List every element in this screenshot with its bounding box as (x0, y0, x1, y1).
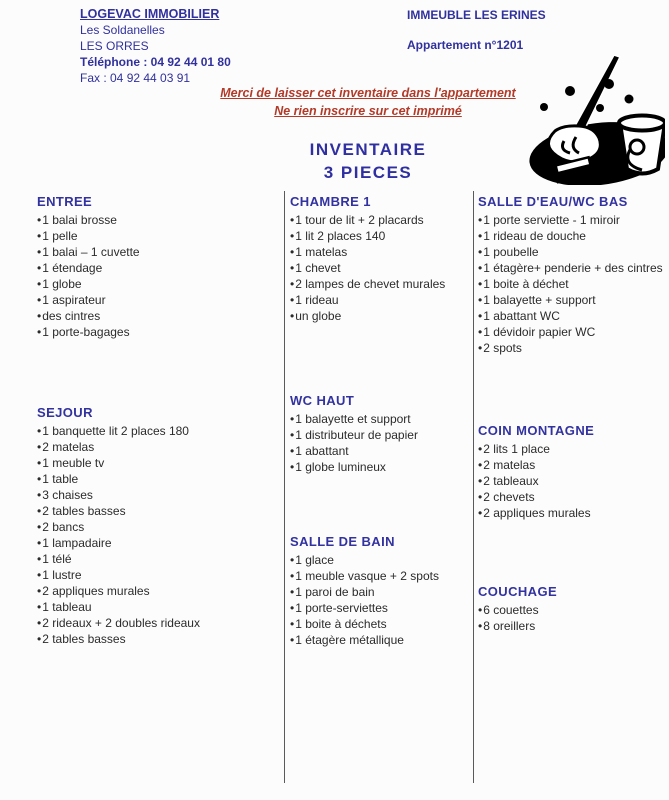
inventory-item: • 1 paroi de bain (290, 584, 468, 600)
inventory-item: • 1 globe (37, 276, 279, 292)
section-title: ENTREE (37, 194, 93, 209)
inventory-item: • 2 tableaux (478, 473, 666, 489)
keep-inventory-notice: Merci de laisser cet inventaire dans l'appartement (220, 86, 516, 100)
inventory-item: • 2 tables basses (37, 631, 279, 647)
inventory-item: • 1 distributeur de papier (290, 427, 468, 443)
item-list (290, 212, 468, 324)
inventory-item: • 1 banquette lit 2 places 180 (37, 423, 279, 439)
inventory-item: • 1 aspirateur (37, 292, 279, 308)
item-list (290, 552, 468, 648)
apartment-number: Appartement n°1201 (407, 38, 524, 52)
notices (150, 84, 586, 120)
section-wc-haut (290, 392, 468, 475)
inventory-item: • 1 dévidoir papier WC (478, 324, 666, 340)
inventory-item: • 1 abattant WC (478, 308, 666, 324)
agency-residence: Les Soldanelles (80, 23, 165, 37)
section-title: COUCHAGE (478, 584, 558, 599)
section-couchage (478, 583, 666, 634)
agency-header (80, 6, 231, 86)
title-line1: INVENTAIRE (309, 140, 427, 159)
inventory-item: • 1 étendage (37, 260, 279, 276)
inventory-item: • 1 meuble tv (37, 455, 279, 471)
section-sejour (37, 404, 279, 647)
section-title: SEJOUR (37, 405, 93, 420)
inventory-item: • 1 globe lumineux (290, 459, 468, 475)
inventory-item: • 2 matelas (478, 457, 666, 473)
inventory-item: • 1 étagère métallique (290, 632, 468, 648)
do-not-write-notice: Ne rien inscrire sur cet imprimé (274, 104, 462, 118)
item-list (290, 411, 468, 475)
section-coin-montagne (478, 422, 666, 521)
item-list (478, 602, 666, 634)
inventory-item: • 1 lampadaire (37, 535, 279, 551)
page-title (150, 138, 586, 184)
agency-city: LES ORRES (80, 39, 149, 53)
inventory-item: • 1 rideau (290, 292, 468, 308)
inventory-item: • un globe (290, 308, 468, 324)
inventory-item: • 1 table (37, 471, 279, 487)
section-salle-de-bain (290, 533, 468, 648)
inventory-item: • 1 boite à déchet (478, 276, 666, 292)
inventory-item: • 2 bancs (37, 519, 279, 535)
inventory-item: • 6 couettes (478, 602, 666, 618)
section-chambre-1 (290, 193, 468, 324)
column-divider-left (284, 191, 285, 783)
inventory-item: • des cintres (37, 308, 279, 324)
column-divider-right (473, 191, 474, 783)
agency-phone: Téléphone : 04 92 44 01 80 (80, 55, 231, 69)
item-list (37, 423, 279, 647)
inventory-item: • 1 meuble vasque + 2 spots (290, 568, 468, 584)
section-entree (37, 193, 279, 340)
inventory-item: • 1 lustre (37, 567, 279, 583)
inventory-item: • 1 tableau (37, 599, 279, 615)
inventory-item: • 2 rideaux + 2 doubles rideaux (37, 615, 279, 631)
inventory-item: • 1 boite à déchets (290, 616, 468, 632)
inventory-item: • 3 chaises (37, 487, 279, 503)
inventory-item: • 1 étagère+ penderie + des cintres (478, 260, 666, 276)
inventory-item: • 2 matelas (37, 439, 279, 455)
inventory-item: • 1 porte-bagages (37, 324, 279, 340)
item-list (478, 212, 666, 356)
section-title: SALLE D'EAU/WC BAS (478, 194, 628, 209)
item-list (478, 441, 666, 521)
inventory-item: • 1 glace (290, 552, 468, 568)
building-name: IMMEUBLE LES ERINES (407, 8, 546, 22)
inventory-item: • 1 télé (37, 551, 279, 567)
agency-fax: Fax : 04 92 44 03 91 (80, 71, 191, 85)
inventory-item: • 1 balai – 1 cuvette (37, 244, 279, 260)
inventory-item: • 2 lampes de chevet murales (290, 276, 468, 292)
section-title: SALLE DE BAIN (290, 534, 395, 549)
title-line2: 3 PIECES (323, 163, 413, 182)
inventory-item: • 1 lit 2 places 140 (290, 228, 468, 244)
inventory-item: • 1 pelle (37, 228, 279, 244)
inventory-item: • 1 matelas (290, 244, 468, 260)
inventory-item: • 1 rideau de douche (478, 228, 666, 244)
inventory-item: • 1 porte serviette - 1 miroir (478, 212, 666, 228)
inventory-item: • 1 tour de lit + 2 placards (290, 212, 468, 228)
inventory-item: • 1 abattant (290, 443, 468, 459)
inventory-item: • 1 balayette + support (478, 292, 666, 308)
inventory-item: • 2 tables basses (37, 503, 279, 519)
inventory-item: • 2 appliques murales (478, 505, 666, 521)
inventory-item: • 8 oreillers (478, 618, 666, 634)
inventory-item: • 2 appliques murales (37, 583, 279, 599)
inventory-item: • 2 spots (478, 340, 666, 356)
inventory-item: • 1 balai brosse (37, 212, 279, 228)
inventory-item: • 1 chevet (290, 260, 468, 276)
section-title: CHAMBRE 1 (290, 194, 371, 209)
agency-name: LOGEVAC IMMOBILIER (80, 7, 220, 21)
section-salle-eau-wc-bas (478, 193, 666, 356)
inventory-item: • 1 balayette et support (290, 411, 468, 427)
inventory-item: • 2 lits 1 place (478, 441, 666, 457)
inventory-item: • 2 chevets (478, 489, 666, 505)
section-title: COIN MONTAGNE (478, 423, 595, 438)
building-header (407, 8, 546, 52)
item-list (37, 212, 279, 340)
inventory-item: • 1 poubelle (478, 244, 666, 260)
section-title: WC HAUT (290, 393, 355, 408)
inventory-item: • 1 porte-serviettes (290, 600, 468, 616)
